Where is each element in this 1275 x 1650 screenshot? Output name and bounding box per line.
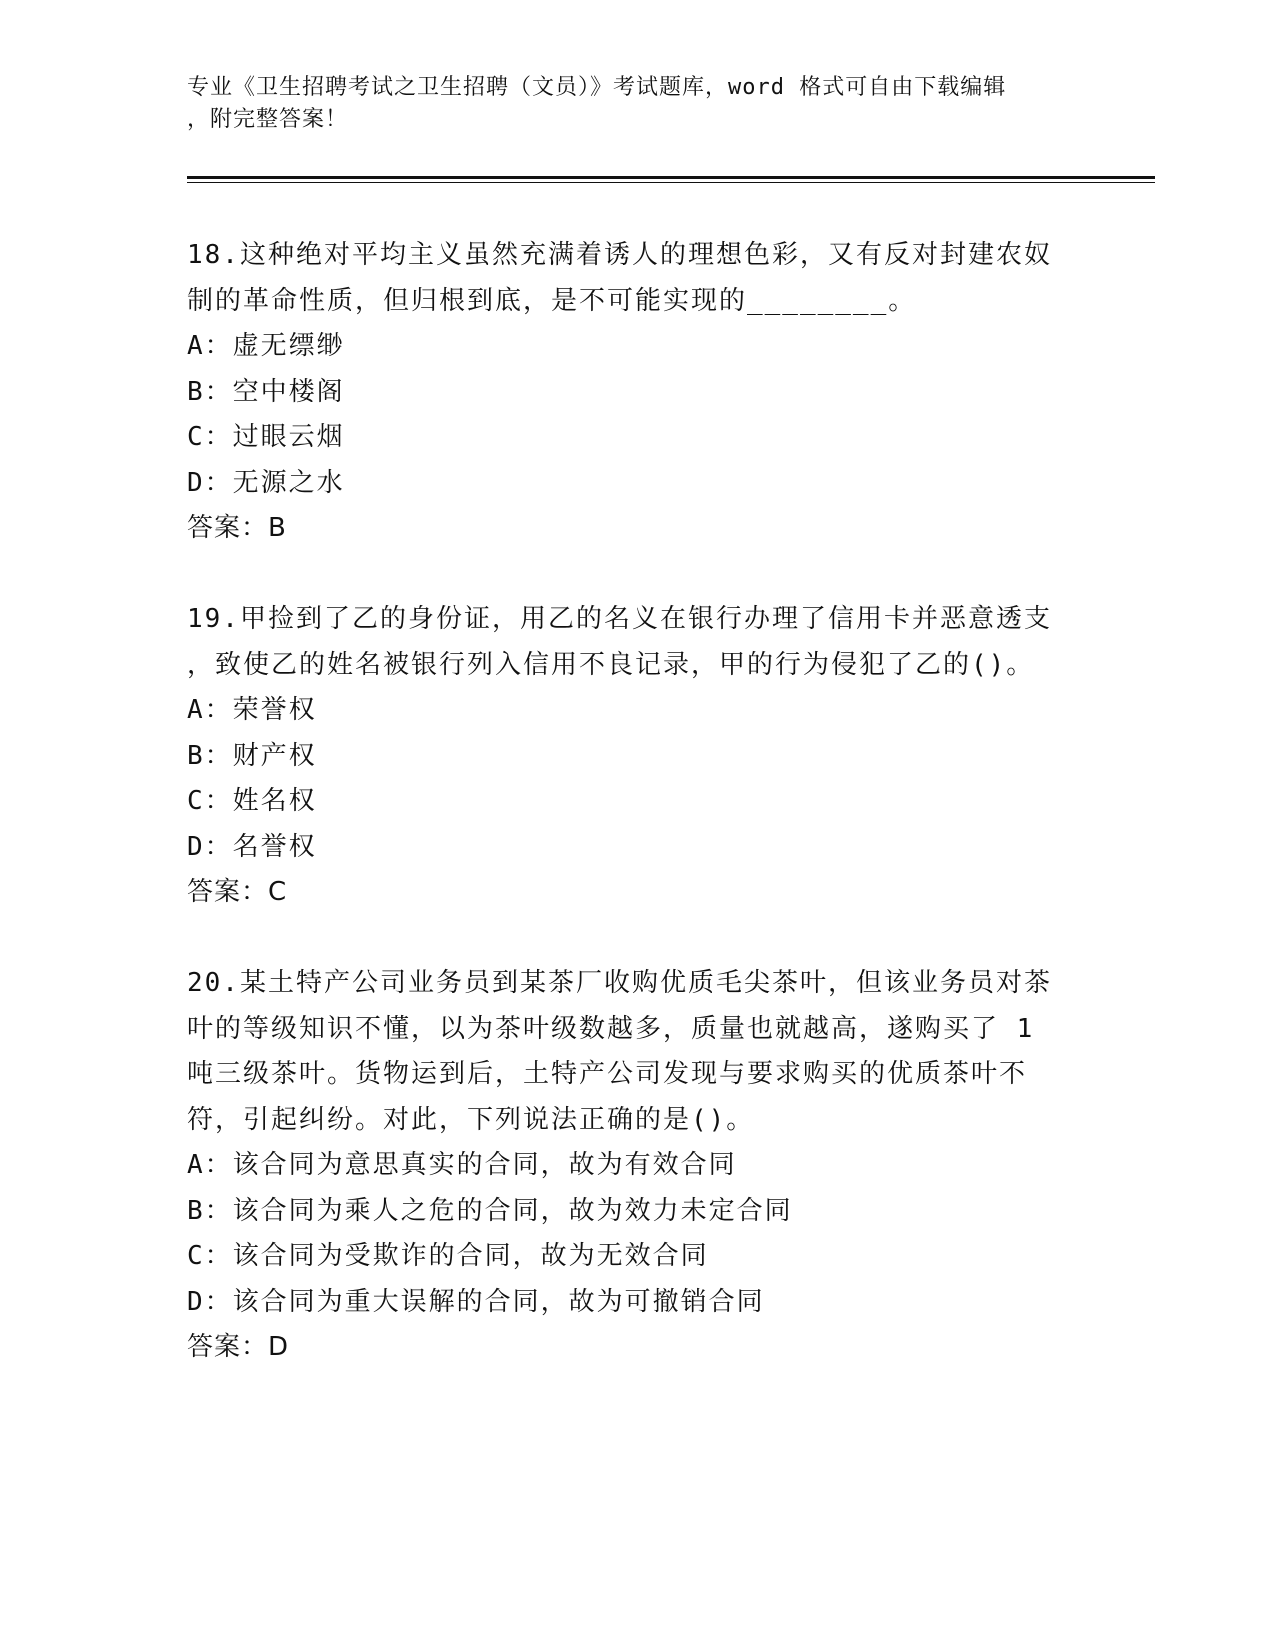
header-divider-thin bbox=[187, 182, 1155, 183]
header-line-2: ，附完整答案！ bbox=[187, 107, 349, 132]
question-stem-line: ，致使乙的姓名被银行列入信用不良记录，甲的行为侵犯了乙的()。 bbox=[187, 649, 1035, 680]
option-a: A：虚无缥缈 bbox=[187, 331, 345, 361]
question-18 bbox=[187, 233, 1087, 552]
option-d: D：名誉权 bbox=[187, 831, 317, 862]
option-c: C：该合同为受欺诈的合同，故为无效合同 bbox=[187, 1241, 709, 1271]
question-stem-line: 符，引起纠纷。对此，下列说法正确的是()。 bbox=[187, 1104, 755, 1135]
option-b: B：空中楼阁 bbox=[187, 376, 345, 407]
answer-line: 答案：C bbox=[187, 877, 288, 907]
header-line-1: 专业《卫生招聘考试之卫生招聘（文员）》考试题库，word 格式可自由下载编辑 bbox=[187, 75, 1007, 100]
header-divider-thick bbox=[187, 176, 1155, 179]
option-d: D：该合同为重大误解的合同，故为可撤销合同 bbox=[187, 1286, 765, 1317]
question-stem-line: 20.某土特产公司业务员到某茶厂收购优质毛尖茶叶，但该业务员对茶 bbox=[187, 968, 1052, 998]
option-b: B：该合同为乘人之危的合同，故为效力未定合同 bbox=[187, 1195, 793, 1226]
option-c: C：过眼云烟 bbox=[187, 422, 345, 452]
question-stem-line: 19.甲捡到了乙的身份证，用乙的名义在银行办理了信用卡并恶意透支 bbox=[187, 604, 1052, 634]
question-20 bbox=[187, 961, 1087, 1371]
answer-line: 答案：B bbox=[187, 513, 287, 543]
option-a: A：该合同为意思真实的合同，故为有效合同 bbox=[187, 1150, 737, 1180]
question-stem-line: 18.这种绝对平均主义虽然充满着诱人的理想色彩，又有反对封建农奴 bbox=[187, 240, 1052, 270]
document-header bbox=[187, 72, 1067, 136]
option-c: C：姓名权 bbox=[187, 786, 317, 816]
answer-line: 答案：D bbox=[187, 1332, 290, 1362]
option-b: B：财产权 bbox=[187, 740, 317, 771]
question-stem-line: 制的革命性质，但归根到底，是不可能实现的________。 bbox=[187, 285, 917, 316]
question-19 bbox=[187, 597, 1087, 916]
option-d: D：无源之水 bbox=[187, 467, 345, 498]
question-stem-line: 吨三级茶叶。货物运到后，土特产公司发现与要求购买的优质茶叶不 bbox=[187, 1059, 1028, 1089]
option-a: A：荣誉权 bbox=[187, 695, 317, 725]
question-stem-line: 叶的等级知识不懂，以为茶叶级数越多，质量也就越高，遂购买了 1 bbox=[187, 1013, 1035, 1044]
